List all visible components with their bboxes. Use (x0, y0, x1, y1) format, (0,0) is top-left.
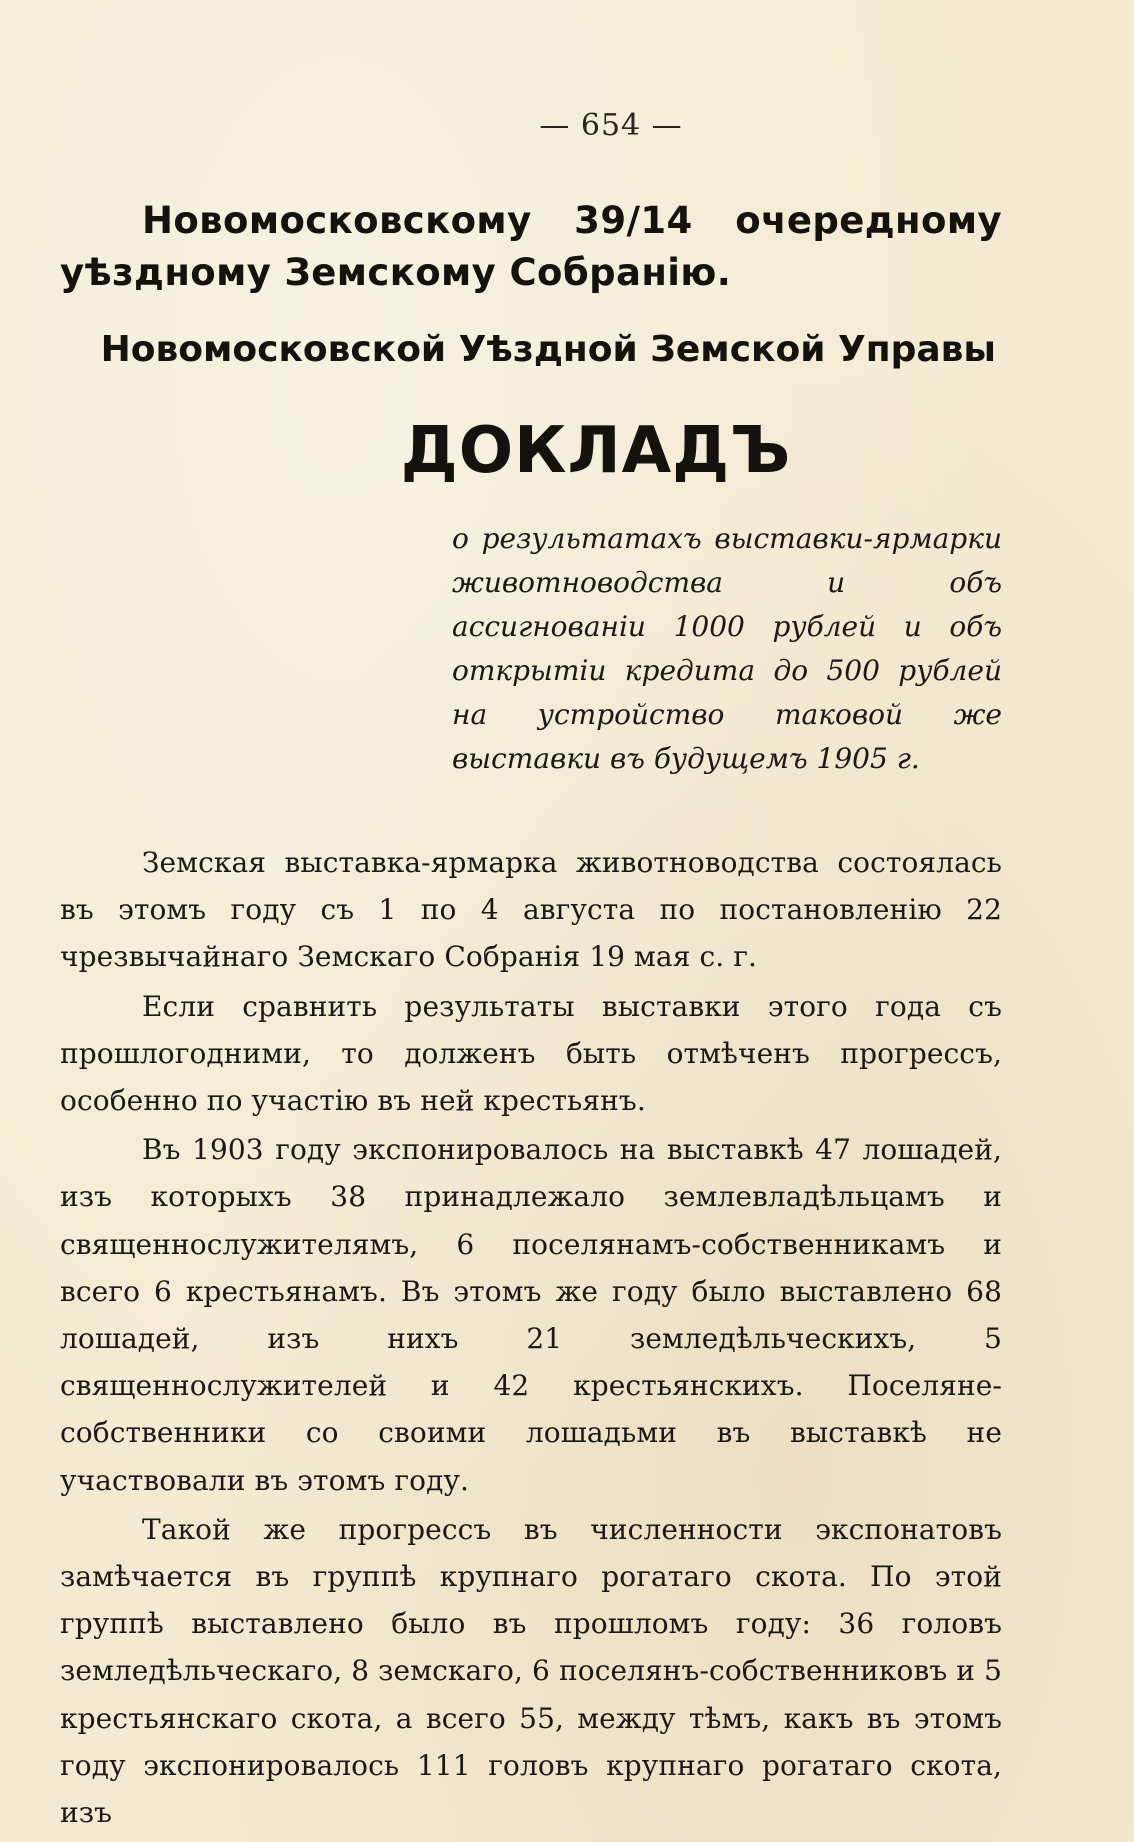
report-subject: о результатахъ выставки-ярмарки животноводства и объ ассигнованіи 1000 рублей и объ открытіи кредита до 500 рублей на устройство таковой же выставки въ будущемъ 1905 г. (452, 522, 1002, 775)
paragraph: Въ 1903 году экспонировалось на выставкѣ 47 лошадей, изъ которыхъ 38 принадлежало землевладѣльцамъ и священнослужителямъ, 6 поселянамъ-собственникамъ и всего 6 крестьянамъ. Въ этомъ же году было выставлено 68 лошадей, изъ нихъ 21 земледѣльческихъ, 5 священнослужителей и 42 крестьянскихъ. Поселяне-собственники со своими лошадьми въ выставкѣ не участвовали въ этомъ году. (60, 1133, 1002, 1497)
paragraph: Земская выставка-ярмарка животноводства состоялась въ этомъ году съ 1 по 4 августа по постановленію 22 чрезвычайнаго Земскаго Собранія 19 мая с. г. (60, 846, 1002, 974)
body-text (60, 839, 1002, 1836)
document-type-title: ДОКЛАДЪ (400, 414, 792, 488)
page-number: — 654 — (539, 108, 683, 143)
addressee-heading: Новомосковскому 39/14 очередному уѣздному Земскому Собранію. (60, 199, 1002, 294)
paragraph: Такой же прогрессъ въ численности экспонатовъ замѣчается въ группѣ крупнаго рогатаго скота. По этой группѣ выставлено было въ прошломъ году: 36 головъ земледѣльческаго, 8 земскаго, 6 поселянъ-собственниковъ и 5 крестьянскаго скота, а всего 55, между тѣмъ, какъ въ этомъ году экспонировалось 111 головъ крупнаго рогатаго скота, изъ (60, 1512, 1002, 1830)
paragraph: Если сравнить результаты выставки этого года съ прошлогодними, то долженъ быть отмѣченъ прогрессъ, особенно по участію въ ней крестьянъ. (60, 989, 1002, 1118)
issuer-heading: Новомосковской Уѣздной Земской Управы (100, 329, 996, 370)
